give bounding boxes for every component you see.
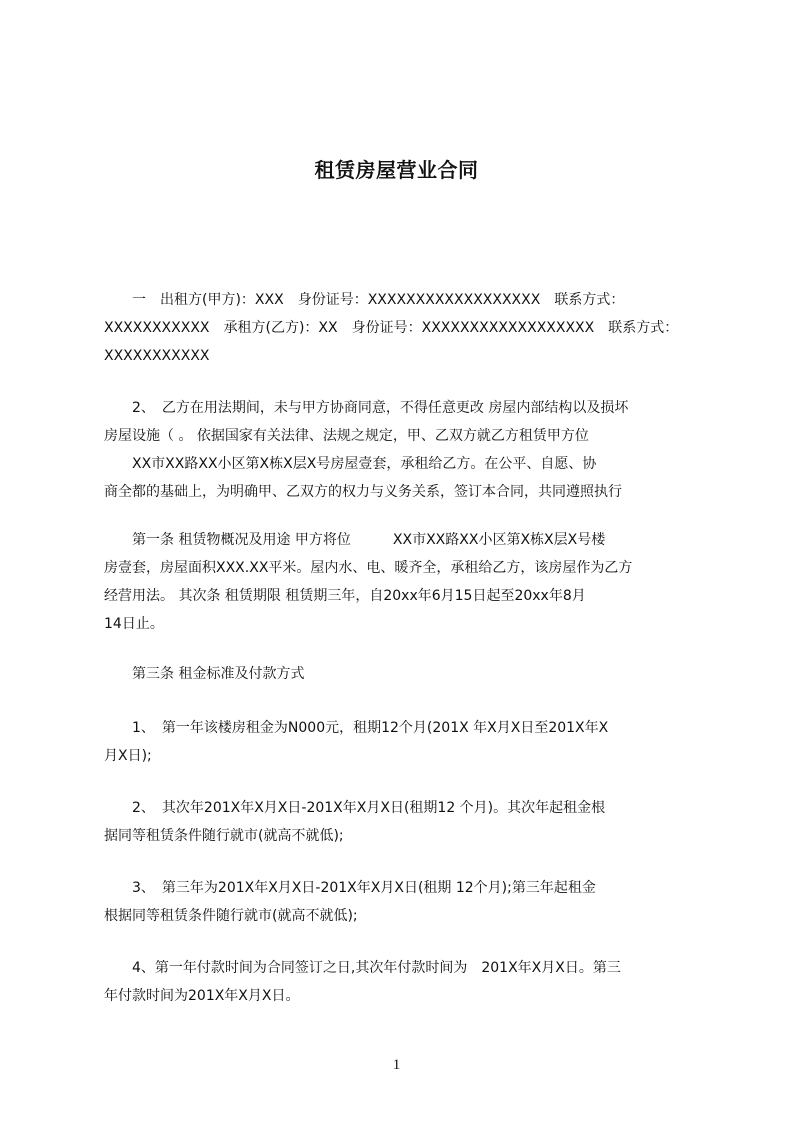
paragraph-line: 月X日);: [104, 748, 152, 764]
paragraph-rent-item-2: [104, 794, 704, 850]
paragraph-rent-item-4: [104, 954, 704, 1010]
paragraph-line: 2、 其次年201X年X月X日-201X年X月X日(租期12 个月)。其次年起租金根: [104, 800, 606, 816]
page-number: 1: [392, 1057, 401, 1073]
paragraph-line: XX市XX路XX小区第X栋X层X号房屋壹套，承租给乙方。在公平、自愿、协: [104, 456, 597, 472]
paragraph-line: 据同等租赁条件随行就市(就高不就低);: [104, 828, 344, 844]
paragraph-rent-item-3: [104, 874, 704, 930]
paragraph-line: 经营用法。 其次条 租赁期限 租赁期三年，自20xx年6月15日起至20xx年8月: [104, 588, 586, 604]
paragraph-line: 3、 第三年为201X年X月X日-201X年X月X日(租期 12个月);第三年起租金: [104, 880, 596, 896]
paragraph-line: 商全都的基础上，为明确甲、乙双方的权力与义务关系，签订本合同，共同遵照执行: [104, 484, 622, 500]
paragraph-line: 房壹套，房屋面积XXX.XX平米。屋内水、电、暖齐全，承租给乙方，该房屋作为乙方: [104, 560, 633, 576]
paragraph-rent-item-1: [104, 714, 704, 770]
paragraph-line: 年付款时间为201X年X月X日。: [104, 988, 300, 1004]
paragraph-line: 4、第一年付款时间为合同签订之日,其次年付款时间为 201X年X月X日。第三: [104, 960, 621, 976]
paragraph-line: 1、 第一年该楼房租金为N000元，租期12个月(201X 年X月X日至201X年X: [104, 720, 609, 736]
paragraph-line: 第三条 租金标准及付款方式: [104, 666, 305, 682]
paragraph-line: 一 出租方(甲方)：XXX 身份证号：XXXXXXXXXXXXXXXXXX 联系方式：: [104, 292, 625, 308]
paragraph-line: 根据同等租赁条件随行就市(就高不就低);: [104, 908, 358, 924]
paragraph-line: 房屋设施（ 。 依据国家有关法律、法规之规定，甲、乙双方就乙方租赁甲方位: [104, 428, 589, 444]
paragraph-clause-2: [104, 394, 704, 506]
paragraph-article-1-2: [104, 526, 704, 638]
paragraph-line: 2、 乙方在用法期间，未与甲方协商同意，不得任意更改 房屋内部结构以及损坏: [104, 400, 629, 416]
paragraph-line: 第一条 租赁物概况及用途 甲方将位 XX市XX路XX小区第X栋X层X号楼: [104, 532, 606, 548]
paragraph-line: XXXXXXXXXXX 承租方(乙方)：XX 身份证号：XXXXXXXXXXXXXXXXXX 联系方式：: [104, 320, 679, 336]
paragraph-article-3-heading: [104, 660, 704, 688]
document-title: 租赁房屋营业合同: [314, 158, 479, 183]
paragraph-line: 14日止。: [104, 616, 164, 632]
paragraph-line: XXXXXXXXXXX: [104, 348, 210, 364]
paragraph-parties: [104, 286, 704, 370]
